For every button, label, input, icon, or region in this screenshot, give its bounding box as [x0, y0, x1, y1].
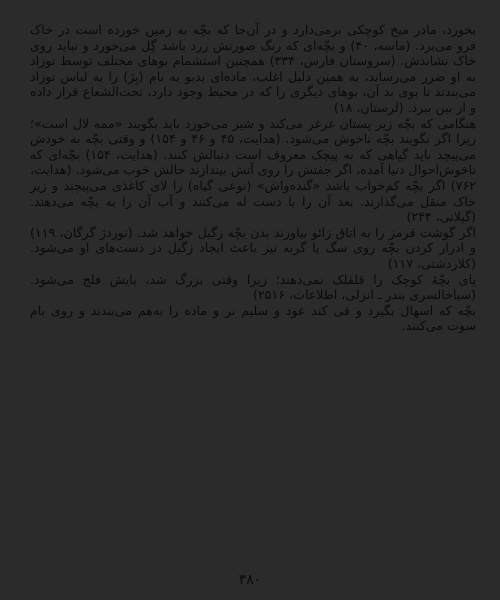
body-text [30, 22, 476, 334]
paragraph-2: هنگامی که بچّه زیر پستان غرغر می‌کند و شیر می‌خورد باید بگویند «ممه لال است»؛ زیرا اگر نگویند بچّه ناخوش می‌شود. (هدایت، ۴۵ و ۴۶ و ۱۵۴) و وقتی بچّه به خودش می‌پیچد باید گیاهی که به پیچک معروف است دنبالش کنند. (هدایت، ۱۵۴) بچّه‌ای که ناخوش‌احوال دنیا آمده، اگر جفتش را روی آتش بیندازند حالش خوب می‌شود. (هدایت، ۷۶۲) اگر بچّه کم‌خواب باشد «گنده‌واش» (نوعی گیاه) را لای کاغذی می‌پیچند و زیر خاک منقل می‌گذارند. بعد آن را با دست له می‌کنند و آب آن را به بچّه می‌دهند. (گیلانی، ۲۴۴) [30, 115, 477, 225]
paragraph-3: اگر گوشت قرمز را به اتاق زائو بیاورند بدن بچّه زگیل خواهد شد. (نوردژ گرگان، ۱۱۹) و ادرار کردن بچّه روی سگ یا گربه نیز باعث ایجاد زگیل در دست‌های او می‌شود. (کلاردشتی، ۱۱۷) [30, 224, 476, 271]
page-number: ۳۸۰ [238, 572, 262, 588]
paragraph-1: بخورد، مادر میخ کوچکی برمی‌دارد و در آن‌جا که بچّه به زمین خورده است در خاک فرو می‌برد. (ماسه، ۴۰) و بچّه‌ای که رنگ صورتش زرد باشد گِل می‌خورد و نباید روی خاک نشاندش. (سروستان فارس، ۳۳۴) همچنین استشمام بوهای مختلف توسط نوزاد به او ضرر می‌رساند، به همین دلیل اغلب، ماده‌ای بدبو به نام (بِژ) را به لباس نوزاد می‌بندند تا بوی بد آن، بوهای دیگری را که در محیط وجود دارد، تحت‌الشعاع قرار داده و از بین ببرد. (لرستان، ۱۸) [30, 22, 476, 115]
paragraph-4: پای بچّهٔ کوچک را قلقلک نمی‌دهند؛ زیرا وقتی بزرگ شد، پایش فلج می‌شود. (سیاخالسری بندر ـ انزلی، اطلاعات، ۲۵۱۶) [30, 271, 476, 303]
paragraph-5: بچّه که اسهال بگیرد و قی کند عود و سلیم نر و ماده را به‌هم می‌بندند و روی بام سوت می‌کنند. [30, 302, 476, 334]
